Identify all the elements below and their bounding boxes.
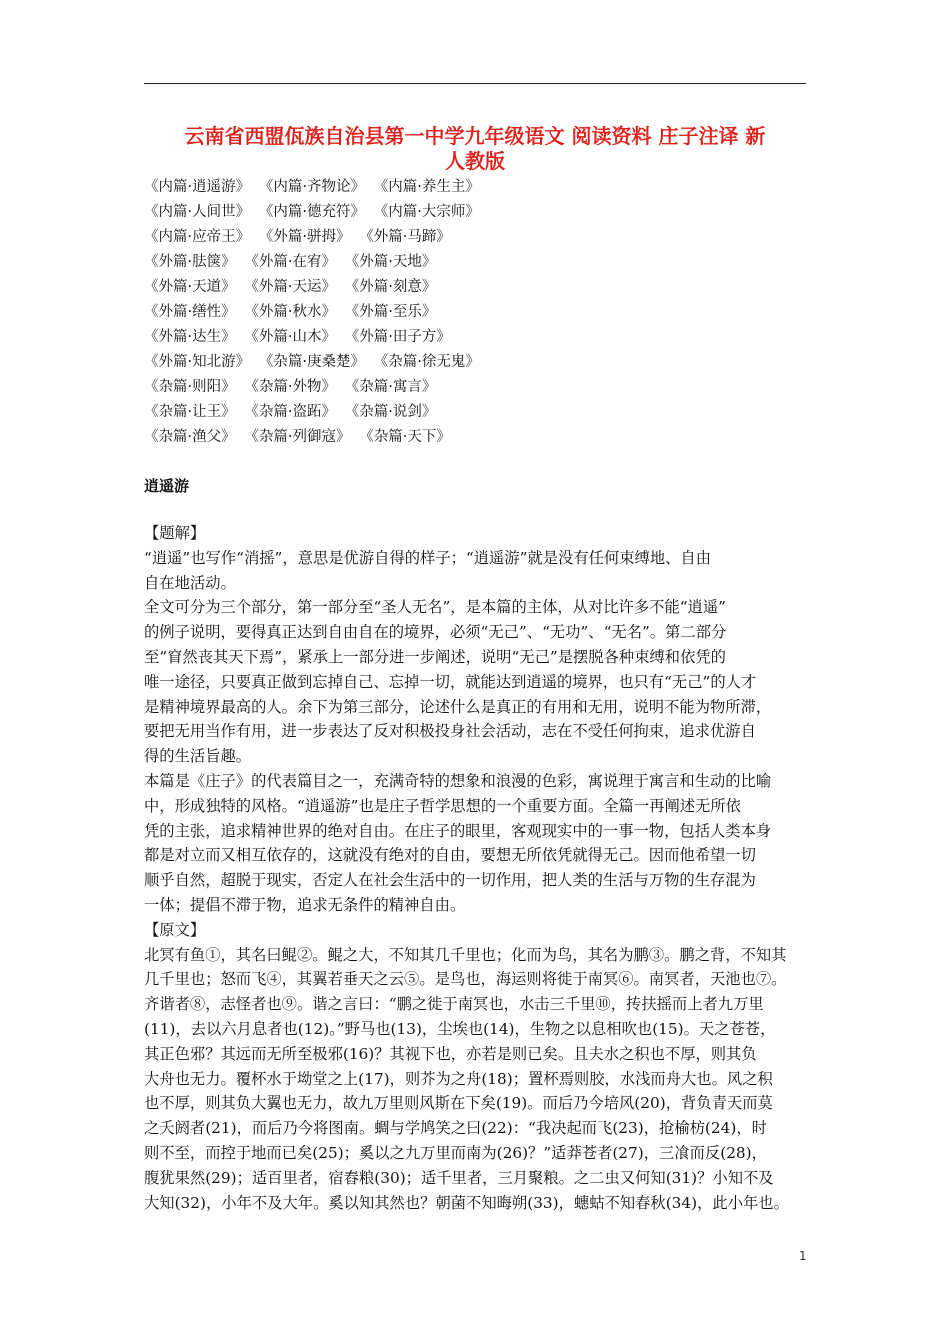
toc-item: 《外篇·缮性》 <box>144 304 236 320</box>
body-line: 大舟也无力。覆杯水于坳堂之上(17)，则芥为之舟(18)；置杯焉则胶，水浅而舟大也。风之积 <box>144 1069 773 1088</box>
body-line: 北冥有鱼①，其名曰鲲②。鲲之大，不知其几千里也；化而为鸟，其名为鹏③。鹏之背，不知其 <box>144 945 787 964</box>
toc-item: 《杂篇·天下》 <box>366 429 451 445</box>
toc-item: 《外篇·马蹄》 <box>366 229 451 245</box>
table-of-contents <box>144 175 806 450</box>
body-line: 本篇是《庄子》的代表篇目之一，充满奇特的想象和浪漫的色彩，寓说理于寓言和生动的比喻 <box>144 771 772 790</box>
toc-item: 《杂篇·外物》 <box>251 379 336 395</box>
toc-item: 《杂篇·让王》 <box>144 404 236 420</box>
body-line: 都是对立而又相互依存的，这就没有绝对的自由，要想无所依凭就得无己。因而他希望一切 <box>144 846 756 865</box>
toc-item: 《外篇·胠箧》 <box>144 254 236 270</box>
toc-item: 《杂篇·渔父》 <box>144 429 236 445</box>
toc-item: 《外篇·田子方》 <box>351 329 451 345</box>
toc-item: 《杂篇·则阳》 <box>144 379 236 395</box>
toc-row <box>144 375 806 400</box>
toc-row <box>144 275 806 300</box>
toc-item: 《内篇·齐物论》 <box>266 179 365 195</box>
title-line-1: 云南省西盟佤族自治县第一中学九年级语文 阅读资料 庄子注译 新 <box>184 124 766 148</box>
body-text <box>144 521 806 1215</box>
page-number: 1 <box>799 1249 807 1263</box>
body-line: 至“窅然丧其天下焉”，紧承上一部分进一步阐述，说明“无己”是摆脱各种束缚和依凭的 <box>144 647 726 666</box>
toc-item: 《杂篇·徐无鬼》 <box>380 354 480 370</box>
header-rule <box>144 83 806 84</box>
body-line: “逍遥”也写作“消摇”，意思是优游自得的样子；“逍遥游”就是没有任何束缚地、自由 <box>144 548 712 567</box>
body-line: 也不厚，则其负大翼也无力，故九万里则风斯在下矣(19)。而后乃今培风(20)，背负青天而莫 <box>144 1094 773 1113</box>
body-line: 全文可分为三个部分，第一部分至“圣人无名”，是本篇的主体，从对比许多不能“逍遥” <box>144 598 726 617</box>
body-line: 齐谐者⑧，志怪者也⑨。谐之言曰：“鹏之徙于南冥也，水击三千里⑩，抟扶摇而上者九万里 <box>144 995 764 1014</box>
toc-item: 《内篇·养生主》 <box>380 179 480 195</box>
toc-row <box>144 325 806 350</box>
section-heading: 逍遥游 <box>144 477 190 495</box>
toc-item: 《外篇·天地》 <box>351 254 437 270</box>
toc-item: 《外篇·至乐》 <box>351 304 437 320</box>
toc-item: 《内篇·应帝王》 <box>144 229 251 245</box>
title-line-2: 人教版 <box>445 149 505 173</box>
body-line: 是精神境界最高的人。余下为第三部分，论述什么是真正的有用和无用，说明不能为物所滞， <box>144 697 772 716</box>
body-line: 【原文】 <box>144 920 206 939</box>
body-line: 其正色邪？其远而无所至极邪(16)？其视下也，亦若是则已矣。且夫水之积也不厚，则其负 <box>144 1044 757 1063</box>
toc-item: 《内篇·大宗师》 <box>380 204 480 220</box>
toc-row <box>144 225 806 250</box>
body-line: 大知(32)，小年不及大年。奚以知其然也？朝菌不知晦朔(33)，蟪蛄不知春秋(34)，此小年也。 <box>144 1193 789 1212</box>
toc-row <box>144 425 806 450</box>
body-line: 则不至，而控于地而已矣(25)；奚以之九万里而南为(26)？”适莽苍者(27)，三飡而反(28)， <box>144 1143 767 1162</box>
body-line: 顺乎自然，超脱于现实，否定人在社会生活中的一切作用，把人类的生活与万物的生存混为 <box>144 871 756 890</box>
toc-item: 《外篇·刻意》 <box>351 279 437 295</box>
body-line: 几千里也；怒而飞④，其翼若垂天之云⑤。是鸟也，海运则将徙于南冥⑥。南冥者，天池也⑦。 <box>144 970 787 989</box>
toc-item: 《外篇·山木》 <box>251 329 336 345</box>
toc-item: 《外篇·天道》 <box>144 279 236 295</box>
body-line: 中，形成独特的风格。“逍遥游”也是庄子哲学思想的一个重要方面。全篇一再阐述无所依 <box>144 796 741 815</box>
body-line: 自在地活动。 <box>144 573 236 592</box>
document-title <box>144 124 806 174</box>
toc-row <box>144 250 806 275</box>
toc-item: 《内篇·人间世》 <box>144 204 251 220</box>
toc-item: 《杂篇·说剑》 <box>351 404 437 420</box>
toc-item: 《外篇·知北游》 <box>144 354 251 370</box>
toc-item: 《杂篇·庚桑楚》 <box>266 354 365 370</box>
toc-item: 《内篇·逍遥游》 <box>144 179 251 195</box>
toc-item: 《外篇·天运》 <box>251 279 336 295</box>
toc-item: 《杂篇·盗跖》 <box>251 404 336 420</box>
body-line: (11)，去以六月息者也(12)。”野马也(13)，尘埃也(14)，生物之以息相吹也(15)。天之苍苍， <box>144 1019 776 1038</box>
body-line: 得的生活旨趣。 <box>144 747 252 766</box>
toc-item: 《外篇·骈拇》 <box>266 229 351 245</box>
toc-row <box>144 200 806 225</box>
toc-row <box>144 400 806 425</box>
body-line: 之夭阏者(21)，而后乃今将图南。蜩与学鸠笑之曰(22)：“我决起而飞(23)，抢榆枋(24)，时 <box>144 1119 767 1138</box>
toc-row <box>144 300 806 325</box>
toc-item: 《外篇·达生》 <box>144 329 236 345</box>
toc-row <box>144 350 806 375</box>
body-line: 【题解】 <box>144 524 206 542</box>
body-line: 要把无用当作有用，进一步表达了反对积极投身社会活动，志在不受任何拘束，追求优游自 <box>144 722 756 741</box>
toc-item: 《内篇·德充符》 <box>266 204 365 220</box>
toc-item: 《外篇·秋水》 <box>251 304 336 320</box>
toc-item: 《杂篇·列御寇》 <box>251 429 351 445</box>
body-line: 一体；提倡不滞于物，追求无条件的精神自由。 <box>144 895 466 914</box>
toc-row <box>144 175 806 200</box>
body-line: 凭的主张，追求精神世界的绝对自由。在庄子的眼里，客观现实中的一事一物，包括人类本身 <box>144 821 772 840</box>
body-line: 的例子说明，要得真正达到自由自在的境界，必须“无己”、“无功”、“无名”。第二部分 <box>144 623 727 642</box>
toc-item: 《外篇·在宥》 <box>251 254 336 270</box>
body-line: 腹犹果然(29)；适百里者，宿舂粮(30)；适千里者，三月聚粮。之二虫又何知(31)？小知不及 <box>144 1168 774 1187</box>
body-line: 唯一途径，只要真正做到忘掉自己、忘掉一切，就能达到逍遥的境界，也只有“无己”的人才 <box>144 672 757 691</box>
toc-item: 《杂篇·寓言》 <box>351 379 437 395</box>
